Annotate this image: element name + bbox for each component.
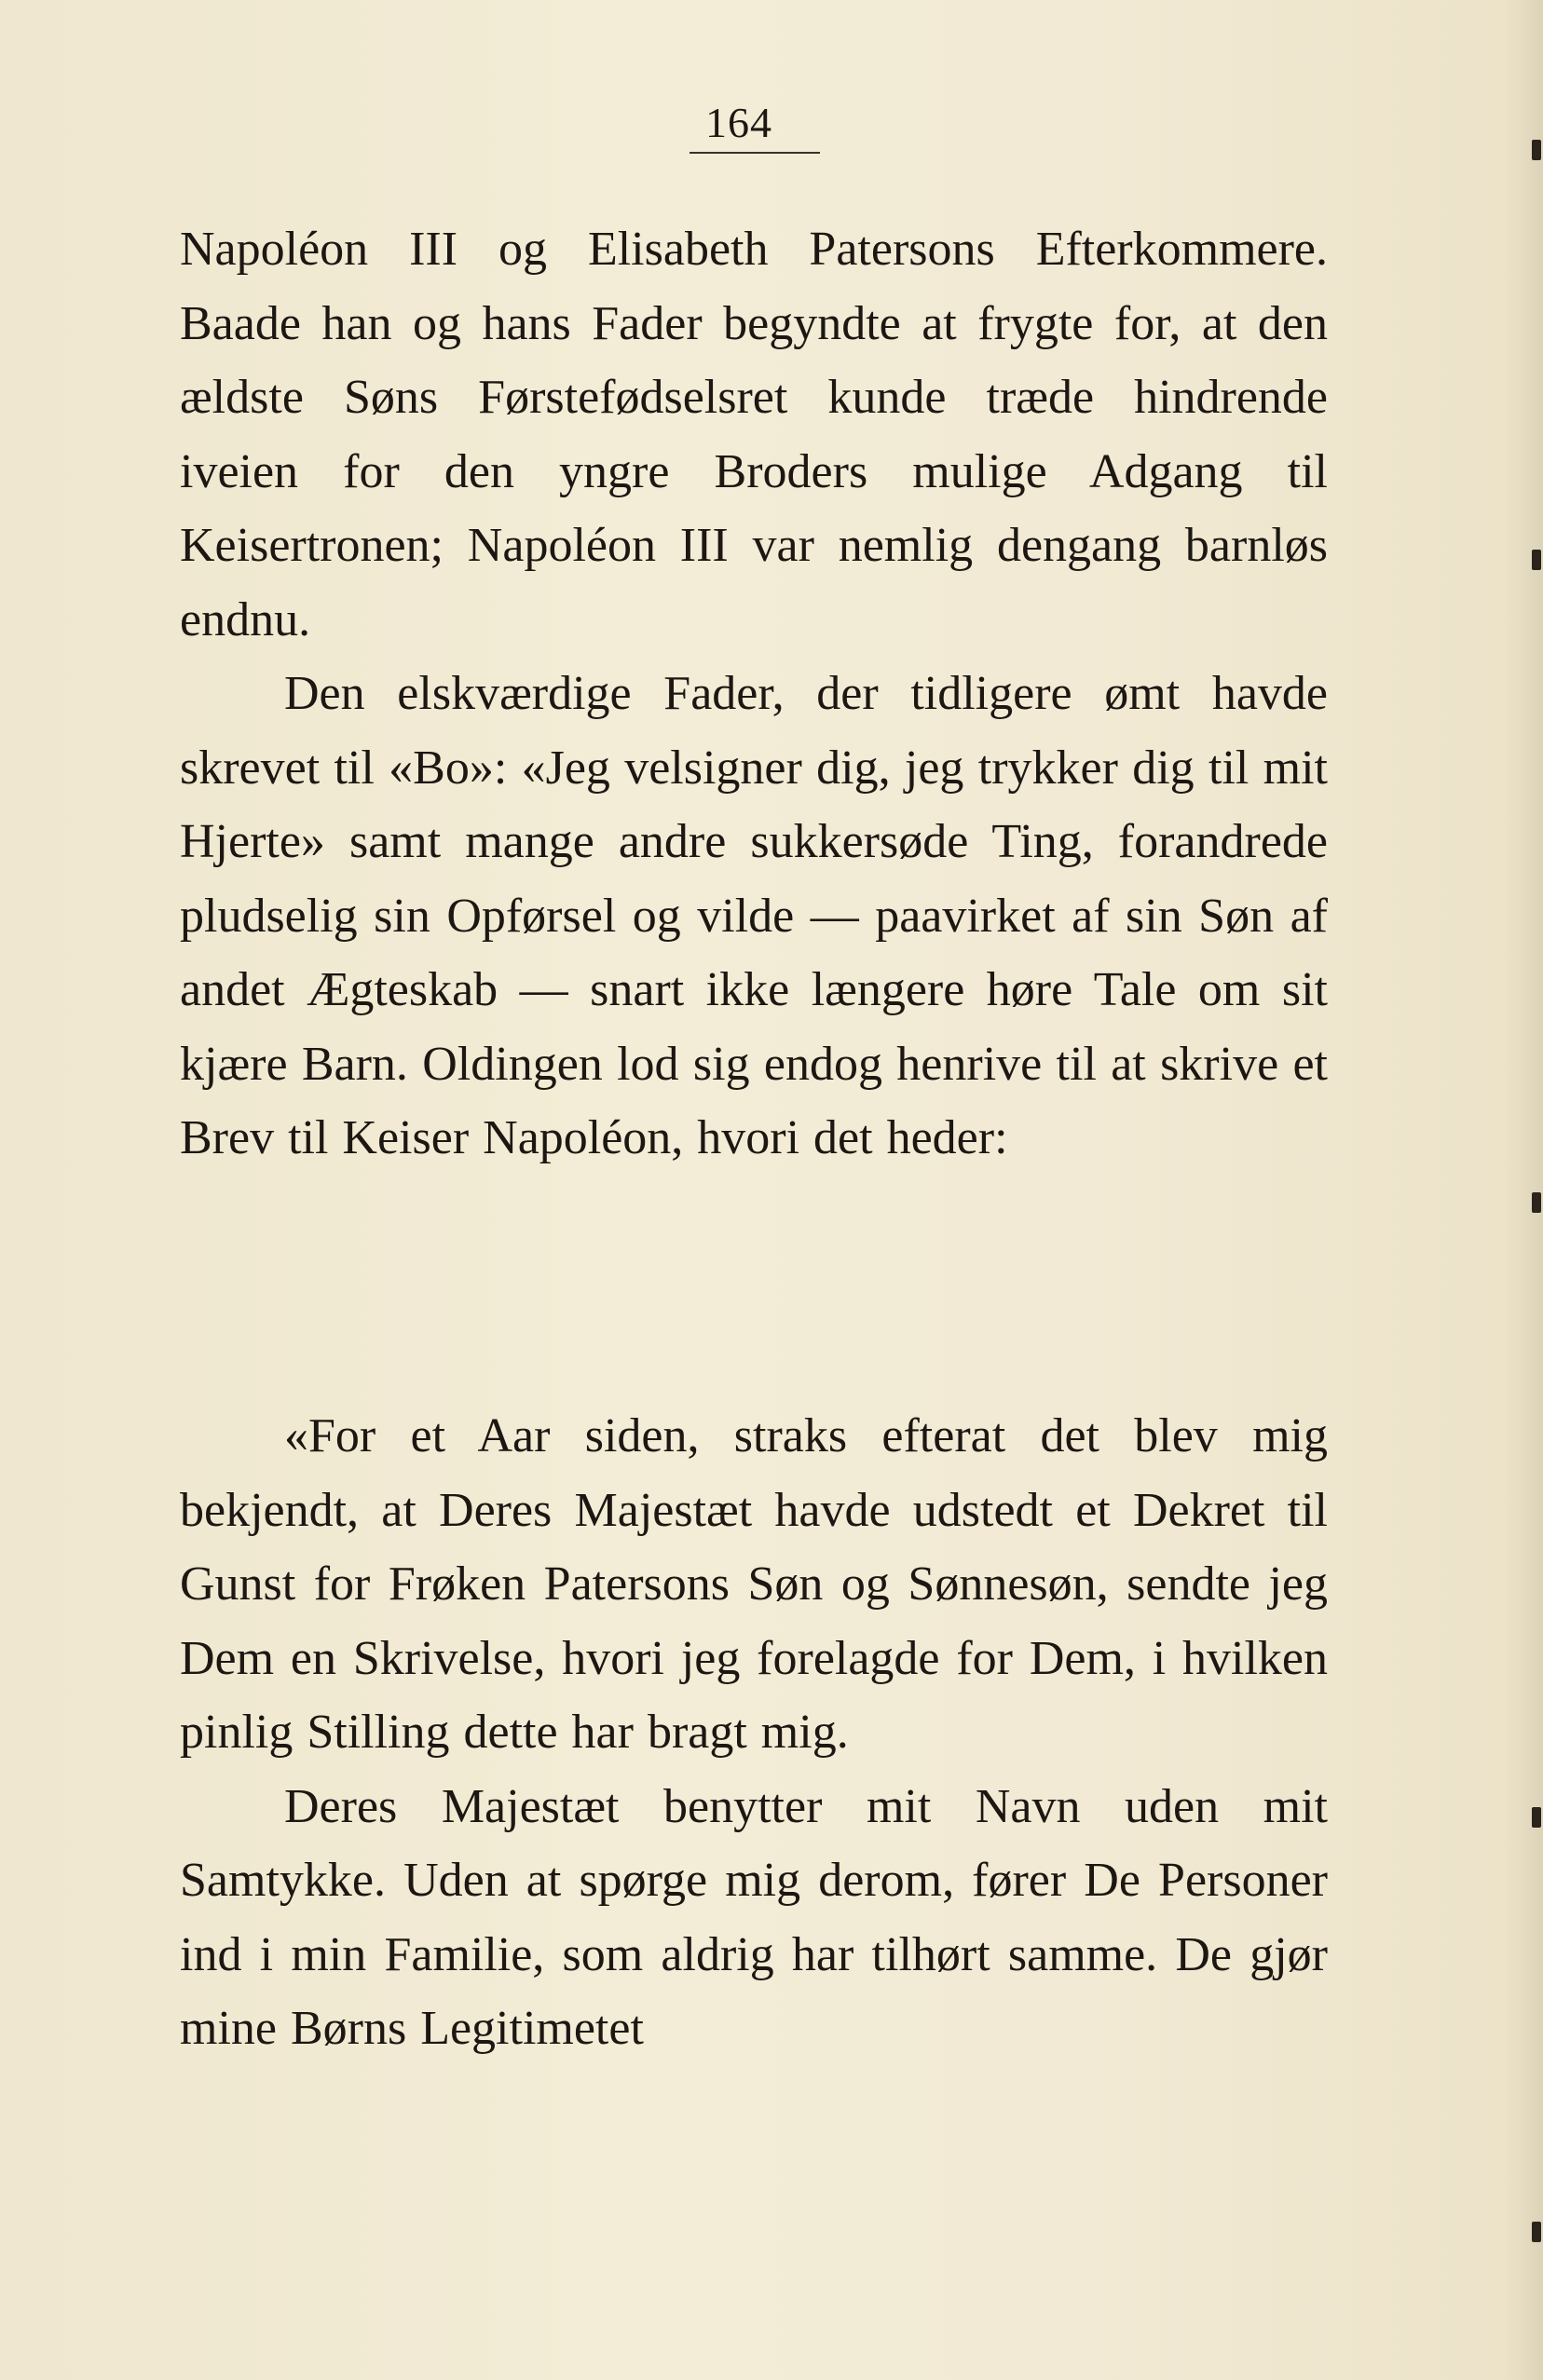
text-section-letter (180, 1399, 1328, 2066)
page-edge-mark (1532, 2222, 1541, 2242)
letter-paragraph: Deres Majestæt benytter mit Navn uden mit Samtykke. Uden at spørge mig derom, fører De Personer ind i min Familie, som aldrig har tilhørt samme. De gjør mine Børns Legitimetet (180, 1779, 1328, 2055)
text-section-upper (180, 212, 1328, 1176)
paragraph: Den elskværdige Fader, der tidligere ømt havde skrevet til «Bo»: «Jeg velsigner dig, jeg trykker dig til mit Hjerte» samt mange andre sukkersøde Ting, forandrede pludselig sin Opførsel og vilde — paavirket af sin Søn af andet Ægteskab — snart ikke længere høre Tale om sit kjære Barn. Oldingen lod sig endog henrive til at skrive et Brev til Keiser Napoléon, hvori det heder: (180, 667, 1328, 1164)
page-number-rule (690, 152, 820, 154)
letter-paragraph: «For et Aar siden, straks efterat det blev mig bekjendt, at Deres Majestæt havde udstedt et Dekret til Gunst for Frøken Patersons Søn og Sønnesøn, sendte jeg Dem en Skrivelse, hvori jeg forelagde for Dem, i hvilken pinlig Stilling dette har bragt mig. (180, 1409, 1328, 1759)
page-edge-mark (1532, 1807, 1541, 1828)
page-edge-mark (1532, 140, 1541, 160)
paragraph: Napoléon III og Elisabeth Patersons Efterkommere. Baade han og hans Fader begyndte at frygte for, at den ældste Søns Førstefødselsret kunde træde hindrende iveien for den yngre Broders mulige Adgang til Keisertronen; Napoléon III var nemlig dengang barnløs endnu. (180, 223, 1328, 646)
page-edge-mark (1532, 1192, 1541, 1213)
page-number: 164 (705, 99, 772, 146)
page-edge-shadow (1506, 0, 1543, 2380)
page-edge-mark (1532, 550, 1541, 570)
